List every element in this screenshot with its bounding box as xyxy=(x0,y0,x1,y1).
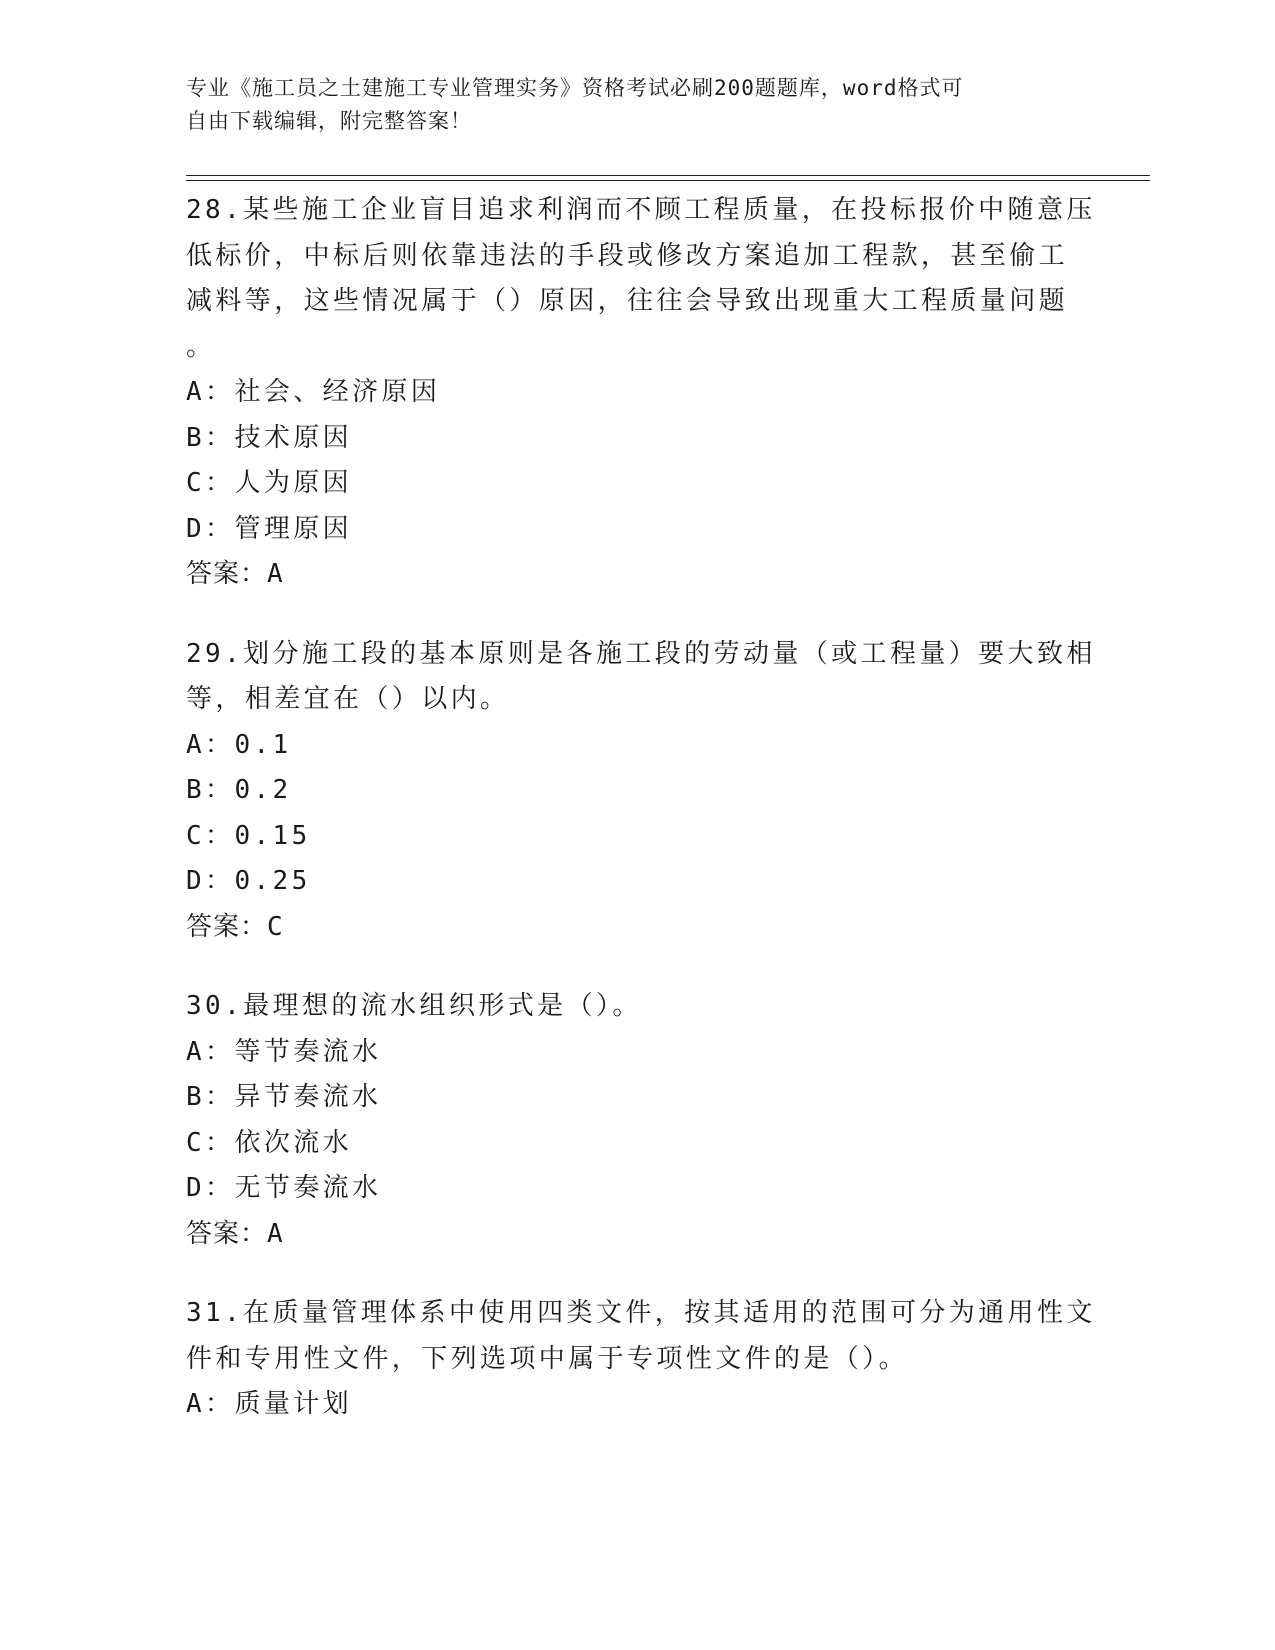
question-28 xyxy=(186,188,1106,598)
stem-line: 31.在质量管理体系中使用四类文件，按其适用的范围可分为通用性文 xyxy=(186,1298,1096,1328)
document-header xyxy=(186,72,1066,138)
option-c: C：0.15 xyxy=(186,820,311,851)
option-b: B：0.2 xyxy=(186,775,292,805)
option-b: B：技术原因 xyxy=(186,422,353,453)
stem-line: 30.最理想的流水组织形式是（）。 xyxy=(186,991,642,1021)
stem-line: 等，相差宜在（）以内。 xyxy=(186,684,510,714)
option-a: A：社会、经济原因 xyxy=(186,377,441,407)
option-c: C：人为原因 xyxy=(186,468,353,498)
answer-line: 答案：A xyxy=(186,1218,284,1249)
question-list xyxy=(186,188,1106,1462)
header-line-1: 专业《施工员之土建施工专业管理实务》资格考试必刷200题题库，word格式可 xyxy=(186,76,964,100)
header-line-2: 自由下载编辑，附完整答案！ xyxy=(186,109,472,133)
stem-line: 低标价，中标后则依靠违法的手段或修改方案追加工程款，甚至偷工 xyxy=(186,240,1069,271)
option-a: A：0.1 xyxy=(186,729,292,760)
header-divider-bottom xyxy=(186,180,1150,181)
option-d: D：管理原因 xyxy=(186,513,353,544)
header-divider-top xyxy=(186,175,1150,176)
answer-line: 答案：A xyxy=(186,559,284,589)
option-a: A：等节奏流水 xyxy=(186,1036,382,1067)
question-29 xyxy=(186,632,1106,951)
question-stem xyxy=(186,188,1106,370)
question-stem xyxy=(186,984,1106,1030)
question-stem xyxy=(186,1291,1106,1382)
stem-line: 29.划分施工段的基本原则是各施工段的劳动量（或工程量）要大致相 xyxy=(186,638,1096,669)
answer-line: 答案：C xyxy=(186,911,284,942)
question-31 xyxy=(186,1291,1106,1428)
stem-line: 。 xyxy=(186,331,216,362)
option-d: D：0.25 xyxy=(186,866,311,896)
question-stem xyxy=(186,632,1106,723)
option-c: C：依次流水 xyxy=(186,1127,353,1158)
option-b: B：异节奏流水 xyxy=(186,1082,382,1112)
stem-line: 减料等，这些情况属于（）原因，往往会导致出现重大工程质量问题 xyxy=(186,286,1069,316)
stem-line: 件和专用性文件，下列选项中属于专项性文件的是（）。 xyxy=(186,1343,909,1374)
option-a: A：质量计划 xyxy=(186,1389,353,1419)
option-d: D：无节奏流水 xyxy=(186,1173,382,1203)
stem-line: 28.某些施工企业盲目追求利润而不顾工程质量，在投标报价中随意压 xyxy=(186,195,1096,225)
question-30 xyxy=(186,984,1106,1257)
